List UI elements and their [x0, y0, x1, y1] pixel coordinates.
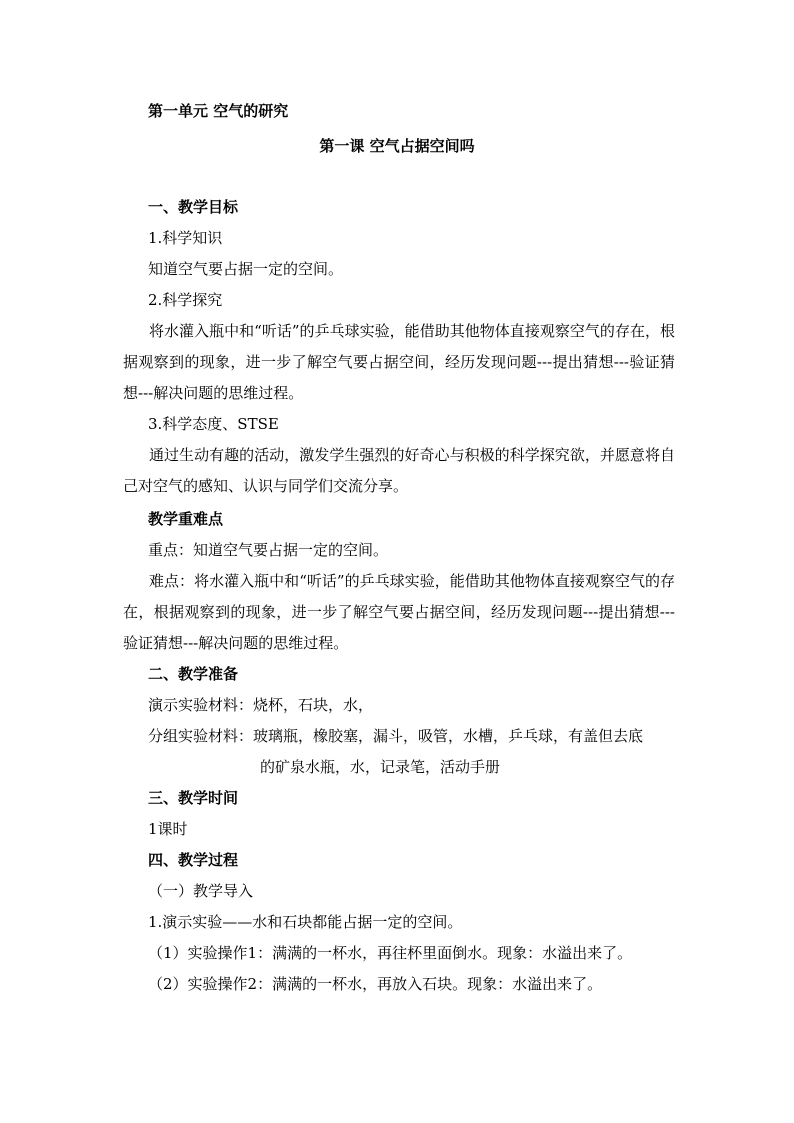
paragraph-time: 1课时: [148, 820, 188, 838]
paragraph-inquiry: 将水灌入瓶中和“听话”的乒乓球实验，能借助其他物体直接观察空气的存在，根据观察到的现象，进一步了解空气要占据空间，经历发现问题---提出猜想---验证猜想---解决问题的思维过程。: [123, 322, 675, 402]
subheading-introduction: （一）教学导入: [148, 882, 254, 900]
unit-title: 第一单元 空气的研究: [148, 102, 289, 120]
subheading-knowledge: 1.科学知识: [148, 229, 223, 247]
paragraph-difficult-point: 难点：将水灌入瓶中和“听话”的乒乓球实验，能借助其他物体直接观察空气的存在，根据观察到的现象，进一步了解空气要占据空间，经历发现问题---提出猜想---验证猜想---解决问题的思维过程。: [123, 572, 675, 652]
section-heading-objectives: 一、教学目标: [148, 198, 239, 216]
section-heading-process: 四、教学过程: [148, 851, 239, 869]
section-heading-time: 三、教学时间: [148, 789, 239, 807]
section-heading-key-points: 教学重难点: [148, 510, 224, 528]
paragraph-attitude: 通过生动有趣的活动，激发学生强烈的好奇心与积极的科学探究欲，并愿意将自己对空气的感知、认识与同学们交流分享。: [123, 446, 675, 495]
paragraph-knowledge: 知道空气要占据一定的空间。: [148, 260, 344, 278]
subheading-attitude: 3.科学态度、STSE: [148, 415, 279, 433]
paragraph-demo-materials: 演示实验材料：烧杯，石块，水，: [148, 696, 374, 714]
paragraph-demo-experiment: 1.演示实验——水和石块都能占据一定的空间。: [148, 913, 463, 931]
lesson-title: 第一课 空气占据空间吗: [319, 137, 475, 155]
subheading-inquiry: 2.科学探究: [148, 291, 223, 309]
paragraph-group-materials-cont: 的矿泉水瓶，水，记录笔，活动手册: [260, 758, 501, 776]
paragraph-group-materials: 分组实验材料：玻璃瓶，橡胶塞，漏斗，吸管，水槽，乒乓球，有盖但去底: [148, 727, 644, 745]
paragraph-operation-2: （2）实验操作2：满满的一杯水，再放入石块。现象：水溢出来了。: [148, 975, 603, 993]
paragraph-operation-1: （1）实验操作1：满满的一杯水，再往杯里面倒水。现象：水溢出来了。: [148, 944, 633, 962]
section-heading-preparation: 二、教学准备: [148, 665, 239, 683]
paragraph-key-point: 重点：知道空气要占据一定的空间。: [148, 541, 389, 559]
